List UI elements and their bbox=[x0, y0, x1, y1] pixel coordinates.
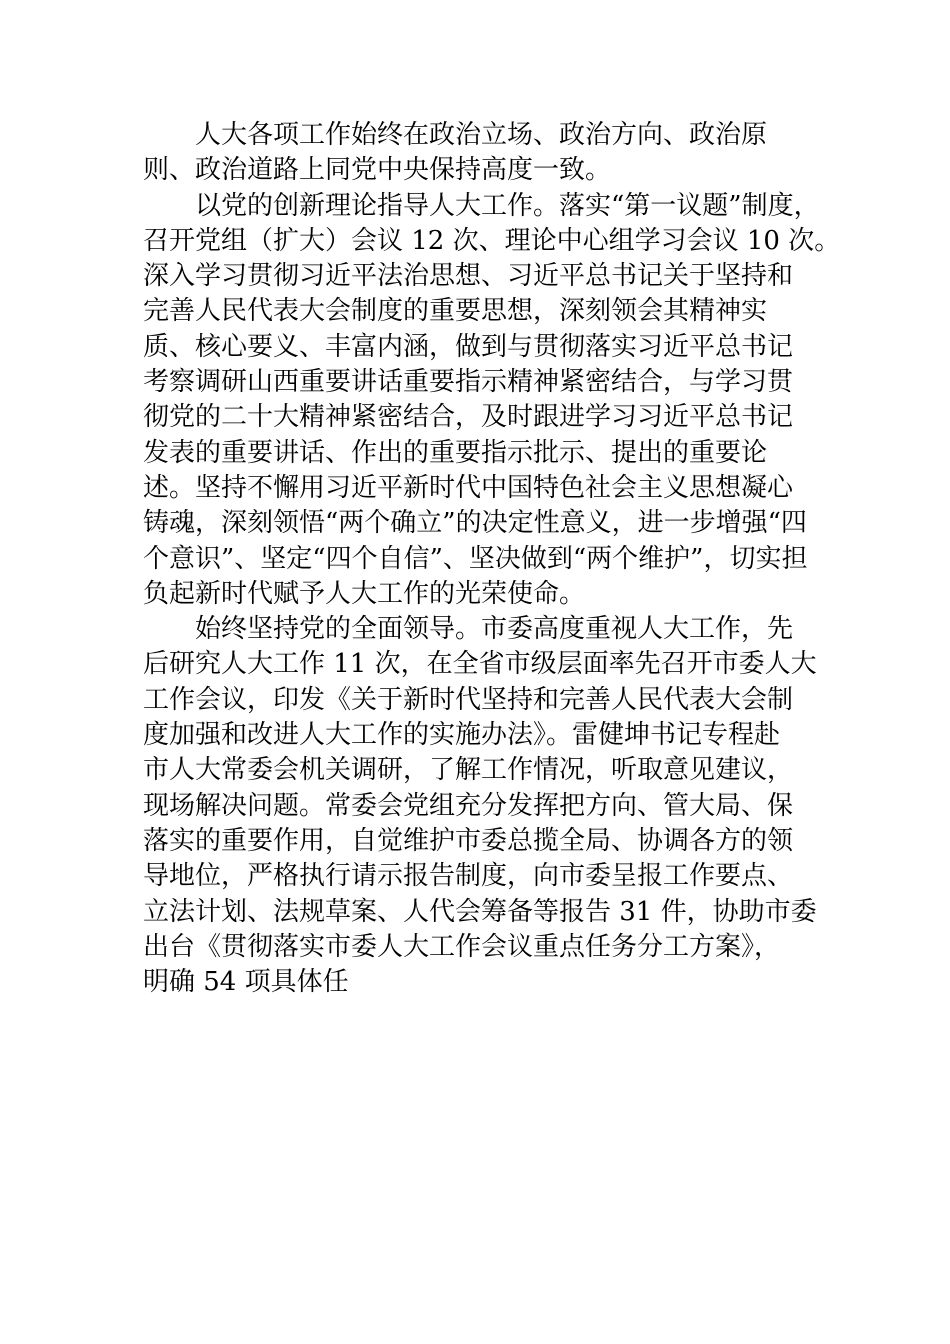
document-body bbox=[143, 118, 841, 1000]
text-line: 现场解决问题。常委会党组充分发挥把方向、管大局、保 bbox=[143, 790, 794, 821]
text-line: 则、政治道路上同党中央保持高度一致。 bbox=[143, 155, 612, 186]
paragraph-1 bbox=[143, 118, 809, 189]
text-line: 导地位，严格执行请示报告制度，向市委呈报工作要点、 bbox=[143, 861, 794, 892]
text-line: 个意识”、坚定“四个自信”、坚决做到“两个维护”，切实担 bbox=[143, 543, 808, 574]
text-line: 落实的重要作用，自觉维护市委总揽全局、协调各方的领 bbox=[143, 825, 794, 856]
text-line: 工作会议，印发《关于新时代坚持和完善人民代表大会制 bbox=[143, 684, 794, 715]
text-line: 考察调研山西重要讲话重要指示精神紧密结合，与学习贯 bbox=[143, 367, 794, 398]
text-line: 始终坚持党的全面领导。市委高度重视人大工作，先 bbox=[195, 614, 794, 645]
text-line: 以党的创新理论指导人大工作。落实“第一议题”制度， bbox=[195, 190, 820, 221]
text-line: 后研究人大工作 11 次，在全省市级层面率先召开市委人大 bbox=[143, 649, 817, 680]
text-line: 立法计划、法规草案、人代会筹备等报告 31 件，协助市委 bbox=[143, 896, 817, 927]
text-line: 完善人民代表大会制度的重要思想，深刻领会其精神实 bbox=[143, 296, 768, 327]
text-line: 出台《贯彻落实市委人大工作会议重点任务分工方案》， bbox=[143, 931, 781, 962]
text-line: 负起新时代赋予人大工作的光荣使命。 bbox=[143, 578, 586, 609]
text-line: 发表的重要讲话、作出的重要指示批示、提出的重要论 bbox=[143, 437, 768, 468]
text-line: 铸魂，深刻领悟“两个确立”的决定性意义，进一步增强“四 bbox=[143, 508, 807, 539]
text-line: 度加强和改进人大工作的实施办法》。雷健坤书记专程赴 bbox=[143, 720, 781, 751]
text-line: 述。坚持不懈用习近平新时代中国特色社会主义思想凝心 bbox=[143, 472, 794, 503]
text-line: 明确 54 项具体任 bbox=[143, 967, 349, 998]
text-line: 人大各项工作始终在政治立场、政治方向、政治原 bbox=[195, 120, 768, 150]
paragraph-2 bbox=[143, 189, 841, 613]
text-line: 深入学习贯彻习近平法治思想、习近平总书记关于坚持和 bbox=[143, 261, 794, 292]
text-line: 市人大常委会机关调研，了解工作情况，听取意见建议， bbox=[143, 755, 794, 786]
paragraph-3 bbox=[143, 612, 817, 1000]
text-line: 质、核心要义、丰富内涵，做到与贯彻落实习近平总书记 bbox=[143, 331, 794, 362]
text-line: 召开党组（扩大）会议 12 次、理论中心组学习会议 10 次。 bbox=[143, 225, 841, 256]
text-line: 彻党的二十大精神紧密结合，及时跟进学习习近平总书记 bbox=[143, 402, 794, 433]
